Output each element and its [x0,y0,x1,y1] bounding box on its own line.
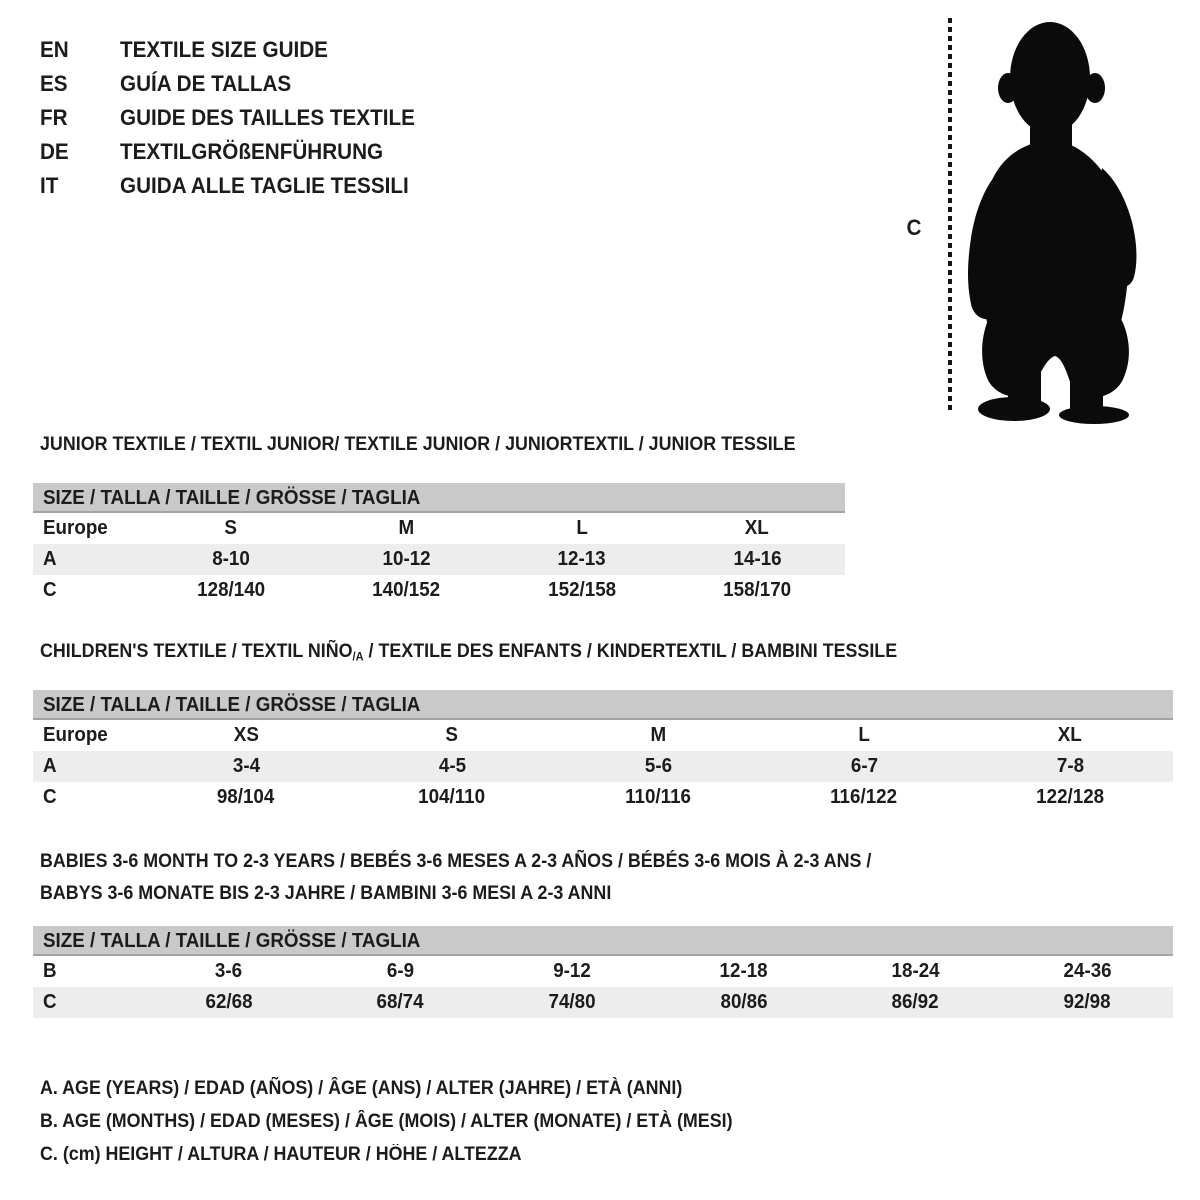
nino-a-subscript: /A [352,650,364,664]
table-row: B 3-6 6-9 9-12 12-18 18-24 24-36 [33,956,1173,987]
row-label: Europe [43,724,108,746]
children-size-table [33,690,1173,813]
foot-left [978,397,1050,421]
language-title: GUIDE DES TAILLES TEXTILE [120,105,415,130]
language-code: DE [40,139,69,164]
row-label: C [43,786,57,808]
foot-right [1059,406,1129,424]
language-row [40,169,434,203]
legend-line-c: C. (cm) HEIGHT / ALTURA / HAUTEUR / HÖHE / ALTEZZA [40,1144,522,1165]
babies-section-title-line2: BABYS 3-6 MONATE BIS 2-3 JAHRE / BAMBINI 3-6 MESI A 2-3 ANNI [40,883,612,904]
table-row: C 128/140 140/152 152/158 158/170 [33,575,845,606]
junior-size-table [33,483,845,606]
babies-section-title-line1: BABIES 3-6 MONTH TO 2-3 YEARS / BEBÉS 3-6 MESES A 2-3 AÑOS / BÉBÉS 3-6 MOIS À 2-3 ANS / [40,851,872,872]
table-row: C 62/68 68/74 74/80 80/86 86/92 92/98 [33,987,1173,1018]
babies-size-table [33,926,1173,1018]
shorts [982,317,1129,397]
head [1010,22,1090,134]
language-row [40,135,434,169]
ear-right [1085,73,1105,103]
height-dashed-line [948,18,952,414]
language-title-list [40,33,434,203]
junior-section-title: JUNIOR TEXTILE / TEXTIL JUNIOR/ TEXTILE JUNIOR / JUNIORTEXTIL / JUNIOR TESSILE [40,434,796,455]
language-code: IT [40,173,59,198]
measure-legend [40,1072,777,1171]
language-title: TEXTILE SIZE GUIDE [120,37,328,62]
row-label: Europe [43,517,108,539]
language-title: GUÍA DE TALLAS [120,71,292,96]
toddler-silhouette-svg [962,20,1147,425]
row-label: A [43,548,57,570]
language-code: FR [40,105,68,130]
children-section-title: CHILDREN'S TEXTILE / TEXTIL NIÑO/A / TEXTILE DES ENFANTS / KINDERTEXTIL / BAMBINI TESSILE [40,641,898,664]
table-row: A 3-4 4-5 5-6 6-7 7-8 [33,751,1173,782]
language-code: ES [40,71,68,96]
arm-left [968,172,1008,319]
size-header-bar: SIZE / TALLA / TAILLE / GRÖSSE / TAGLIA [33,483,845,513]
table-row: Europe S M L XL [33,513,845,544]
size-header-bar: SIZE / TALLA / TAILLE / GRÖSSE / TAGLIA [33,690,1173,720]
row-label: C [43,579,57,601]
row-label: C [43,991,57,1013]
ear-left [998,73,1018,103]
size-header-bar: SIZE / TALLA / TAILLE / GRÖSSE / TAGLIA [33,926,1173,956]
language-title: TEXTILGRÖßENFÜHRUNG [120,139,384,164]
table-row: Europe XS S M L XL [33,720,1173,751]
hand-right [1094,269,1122,303]
language-title: GUIDA ALLE TAGLIE TESSILI [120,173,409,198]
height-measure-label: C [906,215,922,240]
row-label: B [43,960,57,982]
language-row [40,33,434,67]
table-row: C 98/104 104/110 110/116 116/122 122/128 [33,782,1173,813]
language-row [40,67,434,101]
table-row: A 8-10 10-12 12-13 14-16 [33,544,845,575]
legend-line-b: B. AGE (MONTHS) / EDAD (MESES) / ÂGE (MOIS) / ALTER (MONATE) / ETÀ (MESI) [40,1111,733,1132]
language-code: EN [40,37,69,62]
toddler-silhouette [962,20,1147,430]
legend-line-a: A. AGE (YEARS) / EDAD (AÑOS) / ÂGE (ANS) / ALTER (JAHRE) / ETÀ (ANNI) [40,1078,683,1099]
language-row [40,101,434,135]
row-label: A [43,755,57,777]
